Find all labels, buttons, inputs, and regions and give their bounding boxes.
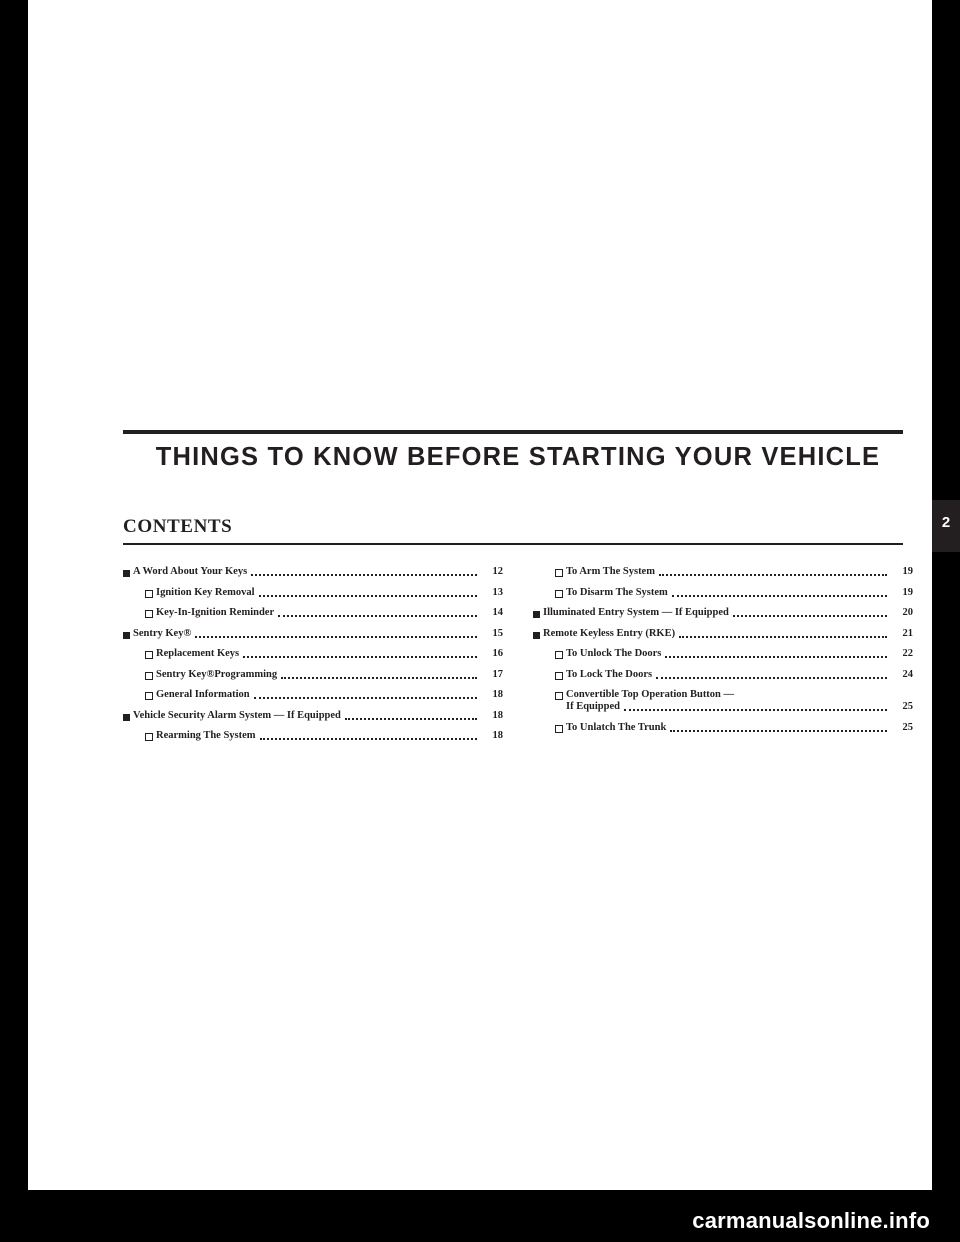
toc-entry-label: Sentry Key [156,668,207,680]
open-square-icon [555,651,563,659]
dot-leader [254,695,477,699]
toc-entry-label: Rearming The System [156,730,256,741]
dot-leader [659,572,887,576]
page-edge-right [932,0,960,1242]
toc-page-number: 18 [492,709,503,721]
toc-entry[interactable] [123,628,503,640]
open-square-icon [555,725,563,733]
toc-entry-label: To Unlock The Doors [566,648,662,659]
toc-page-number: 14 [492,607,503,618]
toc-entry-label: Remote Keyless Entry (RKE) [543,627,676,639]
open-square-icon [145,733,153,741]
toc-page-number: 18 [492,689,503,700]
toc-entry-label: Illuminated Entry System — If Equipped [543,607,729,618]
open-square-icon [145,692,153,700]
toc-entry[interactable] [533,669,913,681]
open-square-icon [555,692,563,700]
toc-entry-label: To Unlatch The Trunk [566,721,667,733]
toc-page-number: 16 [492,648,503,659]
filled-square-icon [123,714,130,721]
toc-entry-label: Key-In-Ignition Reminder [156,607,275,618]
table-of-contents [123,566,913,751]
dot-leader [195,634,477,638]
toc-page-number: 24 [902,668,913,680]
toc-page-number: 18 [492,730,503,741]
dot-leader [656,675,887,679]
site-watermark: carmanualsonline.info [692,1208,930,1233]
dot-leader [259,593,477,597]
page-sheet [28,0,932,1242]
toc-column-left [123,566,503,751]
open-square-icon [555,590,563,598]
filled-square-icon [533,632,540,639]
toc-page-number: 19 [902,586,913,598]
contents-rule [123,543,903,545]
registered-mark: ® [206,668,215,680]
toc-entry[interactable] [533,689,913,713]
open-square-icon [555,672,563,680]
toc-entry-label-continued: If Equipped [566,701,620,712]
toc-entry[interactable] [533,722,913,734]
toc-entry[interactable] [123,566,503,578]
toc-page-number: 25 [902,721,913,733]
dot-leader [281,675,477,679]
toc-page-number: 17 [492,668,503,680]
toc-entry[interactable] [123,730,503,742]
toc-entry[interactable] [533,648,913,660]
toc-page-number: 15 [492,627,503,639]
dot-leader [670,728,887,732]
dot-leader [733,613,887,617]
dot-leader [251,572,477,576]
toc-entry-label: To Disarm The System [566,586,668,598]
page-title: THINGS TO KNOW BEFORE STARTING YOUR VEHICLE [155,443,881,471]
toc-entry-label: Convertible Top Operation Button — [566,689,735,700]
toc-entry-label: Sentry Key [133,627,184,639]
title-top-rule [123,430,903,434]
toc-entry[interactable] [533,607,913,619]
open-square-icon [145,590,153,598]
registered-mark: ® [183,627,192,639]
toc-entry[interactable] [123,607,503,619]
toc-entry[interactable] [123,587,503,599]
toc-entry[interactable] [533,628,913,640]
open-square-icon [145,672,153,680]
toc-entry-label: Vehicle Security Alarm System — If Equipped [133,709,341,721]
dot-leader [243,654,477,658]
dot-leader [672,593,887,597]
toc-entry[interactable] [123,710,503,722]
toc-entry[interactable] [123,689,503,701]
open-square-icon [145,651,153,659]
chapter-number: 2 [941,514,951,531]
contents-heading: CONTENTS [123,516,233,537]
filled-square-icon [533,611,540,618]
toc-column-right [533,566,913,751]
toc-page-number: 20 [902,607,913,618]
dot-leader [665,654,887,658]
dot-leader [260,736,477,740]
dot-leader [278,613,477,617]
filled-square-icon [123,632,130,639]
dot-leader [624,707,887,711]
toc-page-number: 25 [902,701,913,712]
toc-entry-line [555,689,913,701]
toc-entry-label: General Information [156,689,250,700]
toc-entry-label-tail: Programming [214,668,278,680]
toc-entry-label: A Word About Your Keys [133,566,248,577]
toc-entry[interactable] [533,566,913,578]
open-square-icon [145,610,153,618]
chapter-tab [932,500,960,552]
open-square-icon [555,569,563,577]
toc-page-number: 13 [492,586,503,598]
toc-entry[interactable] [123,669,503,681]
toc-entry[interactable] [533,587,913,599]
toc-entry-line [555,701,913,713]
toc-entry[interactable] [123,648,503,660]
toc-page-number: 21 [902,627,913,639]
toc-page-number: 19 [902,566,913,577]
dot-leader [345,716,477,720]
toc-entry-label: To Lock The Doors [566,668,653,680]
filled-square-icon [123,570,130,577]
toc-page-number: 12 [492,566,503,577]
toc-entry-label: Ignition Key Removal [156,586,255,598]
page-edge-left [0,0,28,1242]
toc-entry-label: To Arm The System [566,566,655,577]
dot-leader [679,634,887,638]
toc-page-number: 22 [902,648,913,659]
toc-entry-label: Replacement Keys [156,648,240,659]
